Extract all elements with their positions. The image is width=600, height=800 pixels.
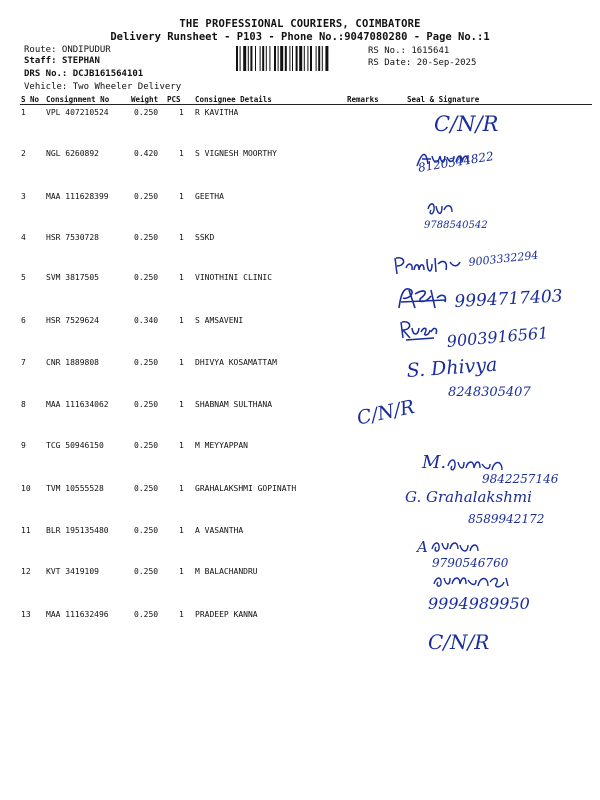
col-pcs: PCS <box>167 95 181 104</box>
phone-row7: 8248305407 <box>448 385 531 400</box>
signature-row12 <box>432 572 512 592</box>
header-divider <box>20 104 592 105</box>
name-row10: G. Grahalakshmi <box>405 488 532 506</box>
rs-number: RS No.: 1615641 <box>368 46 450 56</box>
row-cno: CNR 1889808 <box>46 358 99 367</box>
row-cno: BLR 195135480 <box>46 526 109 535</box>
row-sno: 2 <box>21 149 26 158</box>
row-consignee: S AMSAVENI <box>195 316 244 325</box>
row-wt: 0.250 <box>134 441 159 450</box>
company-title: THE PROFESSIONAL COURIERS, COIMBATORE <box>179 18 421 30</box>
row-sno: 10 <box>21 484 31 493</box>
staff-label: Staff: <box>24 56 62 66</box>
row-consignee: SSKD <box>195 233 215 242</box>
row-consignee: GEETHA <box>195 192 224 201</box>
row-sno: 8 <box>21 400 26 409</box>
row-pcs: 1 <box>179 441 184 450</box>
row-consignee: SHABNAM SULTHANA <box>195 400 273 409</box>
row-sno: 11 <box>21 526 31 535</box>
row-consignee: DHIVYA KOSAMATTAM <box>195 358 277 367</box>
row-pcs: 1 <box>179 273 184 282</box>
row-sno: 4 <box>21 233 26 242</box>
col-sno: S No <box>21 95 40 104</box>
row-wt: 0.250 <box>134 484 159 493</box>
phone-row11: 9790546760 <box>432 556 509 570</box>
row-consignee: VINOTHINI CLINIC <box>195 273 273 282</box>
col-remarks: Remarks <box>347 95 379 104</box>
row-consignee: M BALACHANDRU <box>195 567 258 576</box>
row-cno: HSR 7530728 <box>46 233 99 242</box>
row-sno: 13 <box>21 610 31 619</box>
row-sno: 6 <box>21 316 26 325</box>
cnr-note-row13: C/N/R <box>428 630 490 654</box>
phone-row12: 9994989950 <box>428 594 530 613</box>
name-row9: M. <box>422 452 447 473</box>
route-text: Route: ONDIPUDUR <box>24 45 111 55</box>
row-cno: MAA 111632496 <box>46 610 109 619</box>
rs-date: RS Date: 20-Sep-2025 <box>368 58 477 68</box>
row-sno: 1 <box>21 108 26 117</box>
cnr-note-row8: C/N/R <box>355 395 417 430</box>
name-row7: S. Dhivya <box>406 353 499 382</box>
row-cno: KVT 3419109 <box>46 567 99 576</box>
row-consignee: A VASANTHA <box>195 526 244 535</box>
row-sno: 9 <box>21 441 26 450</box>
signature-row3 <box>426 200 456 218</box>
row-wt: 0.340 <box>134 316 159 325</box>
row-cno: NGL 6260892 <box>46 149 99 158</box>
cnr-note-row1: C/N/R <box>434 112 499 136</box>
row-sno: 5 <box>21 273 26 282</box>
row-consignee: M MEYYAPPAN <box>195 441 248 450</box>
row-sno: 7 <box>21 358 26 367</box>
row-wt: 0.250 <box>134 358 159 367</box>
col-consignee: Consignee Details <box>195 95 272 104</box>
row-consignee: GRAHALAKSHMI GOPINATH <box>195 484 297 493</box>
phone-row9: 9842257146 <box>482 472 559 486</box>
row-consignee: S VIGNESH MOORTHY <box>195 149 277 158</box>
row-wt: 0.250 <box>134 108 159 117</box>
row-pcs: 1 <box>179 358 184 367</box>
row-wt: 0.250 <box>134 233 159 242</box>
row-cno: TVM 10555528 <box>46 484 104 493</box>
staff-value: STEPHAN <box>61 56 100 66</box>
barcode <box>236 46 364 71</box>
signature-row4 <box>392 254 462 278</box>
row-pcs: 1 <box>179 108 184 117</box>
signature-row11 <box>430 537 482 557</box>
row-consignee: R KAVITHA <box>195 108 239 117</box>
name-row11: A <box>417 538 428 556</box>
row-pcs: 1 <box>179 316 184 325</box>
col-consignment: Consignment No <box>46 95 110 104</box>
signature-row6 <box>398 318 440 342</box>
row-wt: 0.250 <box>134 192 159 201</box>
row-pcs: 1 <box>179 526 184 535</box>
row-sno: 3 <box>21 192 26 201</box>
signature-row5 <box>395 284 451 312</box>
row-wt: 0.250 <box>134 526 159 535</box>
row-cno: MAA 111628399 <box>46 192 109 201</box>
phone-row6: 9003916561 <box>446 323 550 351</box>
col-seal-signature: Seal & Signature <box>407 95 480 104</box>
staff-line <box>24 56 100 66</box>
row-wt: 0.250 <box>134 400 159 409</box>
row-wt: 0.250 <box>134 567 159 576</box>
row-wt: 0.420 <box>134 149 159 158</box>
row-pcs: 1 <box>179 567 184 576</box>
drs-number: DRS No.: DCJB161564101 <box>24 69 144 79</box>
row-pcs: 1 <box>179 400 184 409</box>
phone-row10: 8589942172 <box>468 512 545 526</box>
row-pcs: 1 <box>179 149 184 158</box>
row-cno: TCG 50946150 <box>46 441 104 450</box>
row-wt: 0.250 <box>134 610 159 619</box>
row-sno: 12 <box>21 567 31 576</box>
col-weight: Weight <box>131 95 159 104</box>
row-wt: 0.250 <box>134 273 159 282</box>
row-cno: MAA 111634062 <box>46 400 109 409</box>
row-cno: HSR 7529624 <box>46 316 99 325</box>
row-consignee: PRADEEP KANNA <box>195 610 258 619</box>
phone-row5: 9994717403 <box>454 286 564 312</box>
row-cno: VPL 407210524 <box>46 108 109 117</box>
row-pcs: 1 <box>179 192 184 201</box>
runsheet-subtitle: Delivery Runsheet - P103 - Phone No.:9047080280 - Page No.:1 <box>110 31 490 43</box>
vehicle-text: Vehicle: Two Wheeler Delivery <box>24 82 182 92</box>
row-pcs: 1 <box>179 610 184 619</box>
row-pcs: 1 <box>179 233 184 242</box>
phone-row3: 9788540542 <box>424 220 488 231</box>
phone-row2: 8120544822 <box>417 149 495 175</box>
row-pcs: 1 <box>179 484 184 493</box>
row-cno: SVM 3817505 <box>46 273 99 282</box>
phone-row4: 9003332294 <box>468 248 539 269</box>
